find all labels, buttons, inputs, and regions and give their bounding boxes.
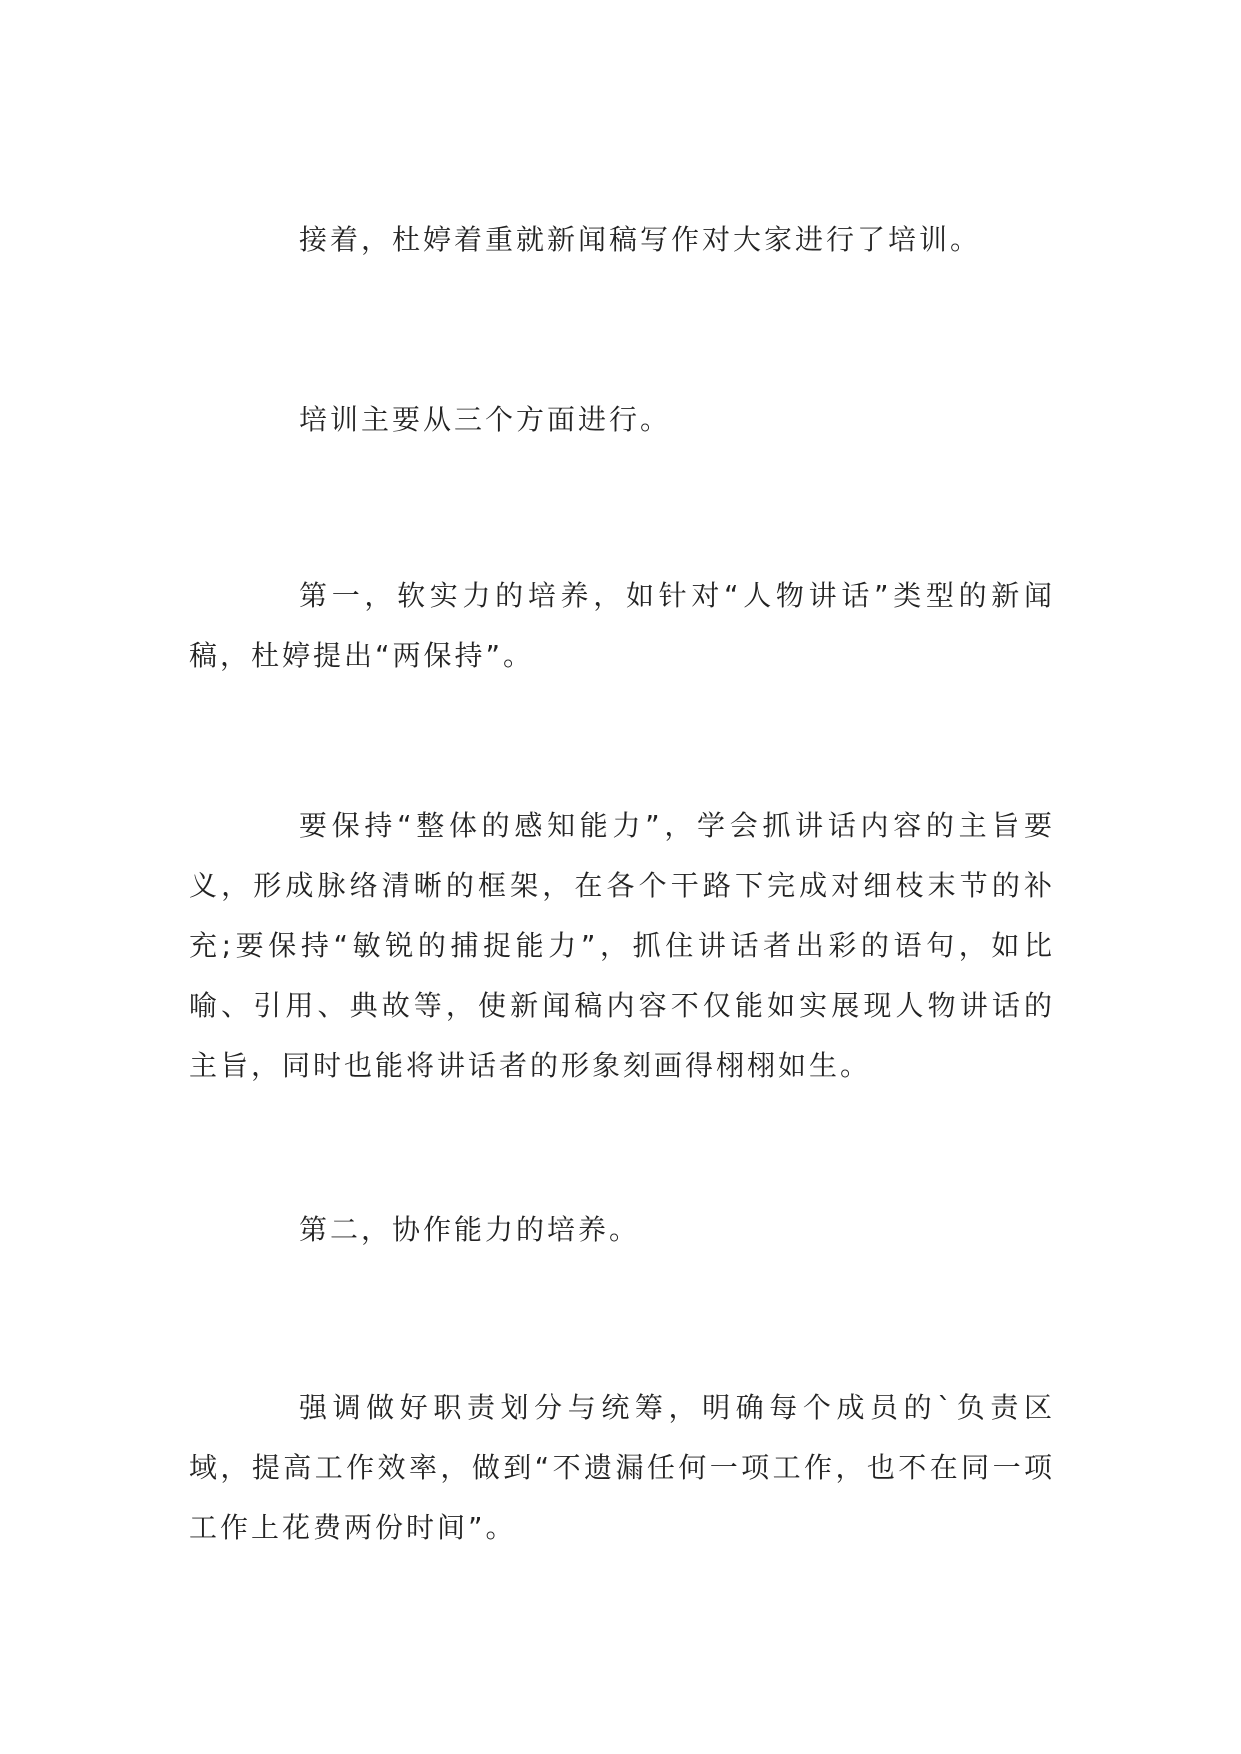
paragraph-second-cooperation: 第二，协作能力的培养。 <box>299 1213 641 1246</box>
paragraph-training-intro: 接着，杜婷着重就新闻稿写作对大家进行了培训。 <box>299 223 982 256</box>
paragraph-responsibility-division: 强调做好职责划分与统筹，明确每个成员的`负责区域，提高工作效率，做到“不遗漏任何一项工作，也不在同一项工作上花费两份时间”。 <box>189 1391 1055 1544</box>
paragraph-two-maintains: 要保持“整体的感知能力”，学会抓讲话内容的主旨要义，形成脉络清晰的框架，在各个干路下完成对细枝末节的补充;要保持“敏锐的捕捉能力”，抓住讲话者出彩的语句，如比喻、引用、典故等，使新闻稿内容不仅能如实展现人物讲话的主旨，同时也能将讲话者的形象刻画得栩栩如生。 <box>189 809 1055 1082</box>
paragraph-three-aspects: 培训主要从三个方面进行。 <box>299 403 672 436</box>
paragraph-first-soft-skills: 第一，软实力的培养，如针对“人物讲话”类型的新闻稿，杜婷提出“两保持”。 <box>189 579 1055 672</box>
